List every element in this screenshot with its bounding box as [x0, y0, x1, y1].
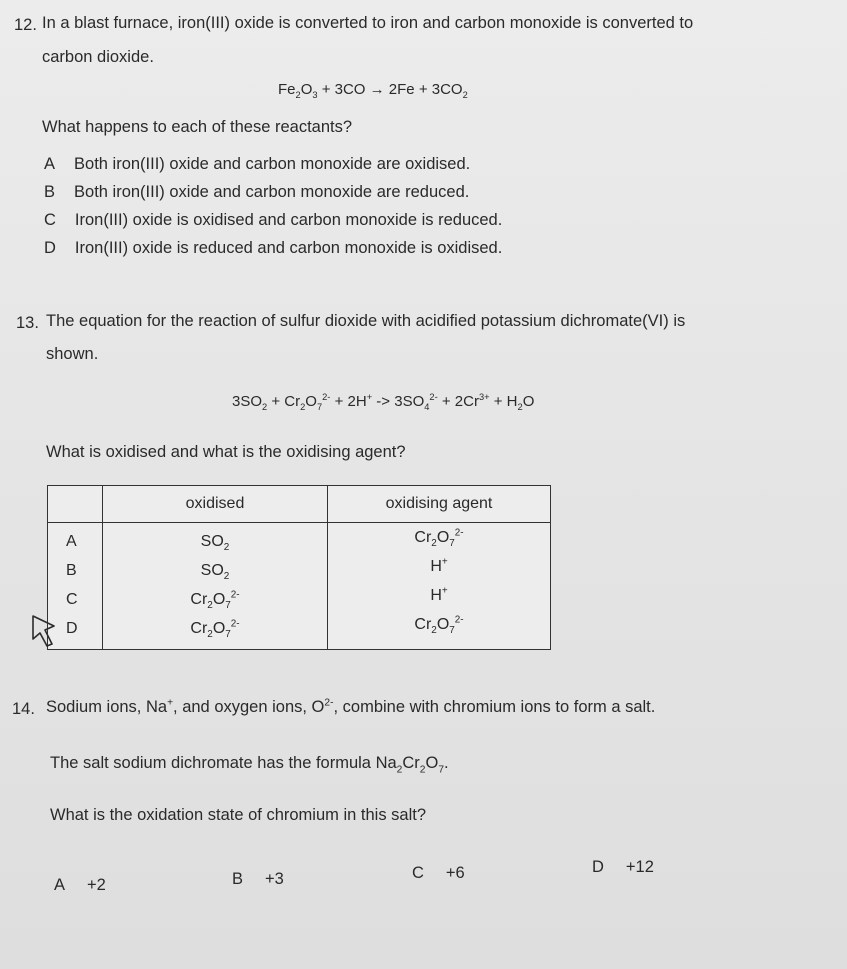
q14-option-d[interactable]: D +12 [592, 858, 654, 876]
table-corner [48, 486, 103, 523]
q13-number: 13. [16, 314, 39, 332]
option-letter: C [44, 211, 56, 229]
option-letter: A [44, 155, 56, 173]
q12-stem-line2: carbon dioxide. [42, 48, 154, 66]
row-letter-b[interactable]: B [66, 562, 77, 579]
q13-stem-line2: shown. [46, 345, 99, 363]
option-text: Iron(III) oxide is reduced and carbon monoxide is oxidised. [74, 239, 503, 257]
option-text: Both iron(III) oxide and carbon monoxide are oxidised. [74, 155, 471, 173]
row-letter-d[interactable]: D [66, 620, 78, 637]
q12-number: 12. [14, 16, 37, 34]
agent-c: H+ [430, 585, 448, 604]
q13-question: What is oxidised and what is the oxidising agent? [46, 443, 406, 461]
q14-salt-line: The salt sodium dichromate has the formula $Na_2Cr_2O_7$. [50, 754, 449, 776]
q14-stem: Sodium ions, Na+, and oxygen ions, $O^{2-}$, combine with chromium ions to form a salt. [46, 697, 656, 716]
row-letter-a[interactable]: A [66, 533, 77, 550]
q12-option-c[interactable] [44, 211, 502, 231]
agent-a: $Cr_2O_7^{2-}$ [414, 527, 464, 550]
agent-column [328, 523, 551, 650]
oxidised-c: $Cr_2O_7^{2-}$ [190, 589, 240, 612]
q12-question: What happens to each of these reactants? [42, 118, 353, 136]
oxidised-d: $Cr_2O_7^{2-}$ [190, 618, 240, 641]
q14-number: 14. [12, 700, 35, 718]
row-letter-c[interactable]: C [66, 591, 78, 608]
q14-option-b[interactable]: B +3 [232, 870, 284, 888]
option-text: Both iron(III) oxide and carbon monoxide are reduced. [74, 183, 470, 201]
header-oxidised: oxidised [103, 486, 328, 523]
q14-option-c[interactable]: C +6 [412, 864, 465, 882]
q13-answer-table [47, 485, 551, 650]
oxidised-b: $SO_2$ [200, 562, 230, 583]
option-letter: B [44, 183, 56, 201]
header-oxidising-agent: oxidising agent [328, 486, 551, 523]
oxidised-a: $SO_2$ [200, 533, 230, 554]
mouse-cursor-icon [30, 612, 64, 648]
q14-option-a[interactable]: A +2 [54, 876, 106, 894]
option-text: Iron(III) oxide is oxidised and carbon monoxide is reduced. [74, 211, 503, 229]
option-letter: D [44, 239, 56, 257]
q12-option-b[interactable] [44, 183, 469, 203]
q12-stem-line1: In a blast furnace, iron(III) oxide is converted to iron and carbon monoxide is converted to [42, 14, 694, 32]
q12-equation: $Fe_2O_3 + 3CO \to 2Fe + 3CO_2$ [278, 81, 468, 100]
q13-stem-line1: The equation for the reaction of sulfur dioxide with acidified potassium dichromate(VI) is [46, 312, 686, 330]
q12-option-a[interactable] [44, 155, 470, 175]
q14-question: What is the oxidation state of chromium in this salt? [50, 806, 427, 824]
oxidised-column [103, 523, 328, 650]
agent-b: H+ [430, 556, 448, 575]
q13-equation: $3SO_2 + Cr_2O_7^{2-} + 2H^+ -> 3SO_4^{2-} + 2Cr^{3+} + H_2O$ [232, 392, 535, 412]
q12-option-d[interactable] [44, 239, 502, 259]
agent-d: $Cr_2O_7^{2-}$ [414, 614, 464, 637]
